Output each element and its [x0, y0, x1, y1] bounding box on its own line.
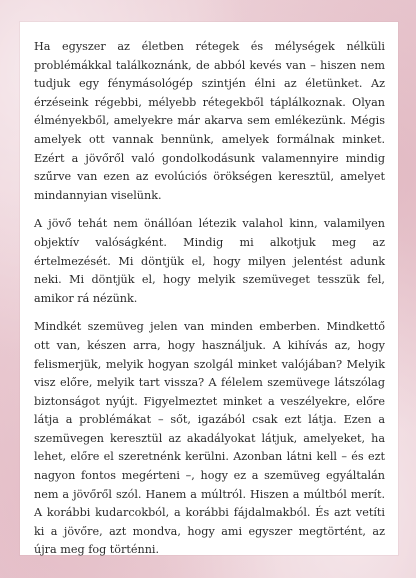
- paragraph-2: A jövő tehát nem önállóan létezik valahol kinn, valamilyen objektív valóságként. Mindig mi alkotjuk meg az értelmezését. Mi döntjük el, hogy milyen jelentést adunk neki. Mi döntjük el, hogy melyik szemüveget tesszük fel, amikor rá nézünk.: [34, 217, 385, 305]
- paragraph-3: Mindkét szemüveg jelen van minden emberben. Mindkettő ott van, készen arra, hogy használjuk. A kihívás az, hogy felismerjük, melyik hogyan szolgál minket valójában? Melyik visz előre, melyik tart vissza? A félelem szemüvege látszólag biztonságot nyújt. Figyelmeztet minket a veszélyekre, előre látja a problémákat – sőt, igazából csak ezt látja. Ezen a szemüvegen keresztül az akadályokat látjuk, amelyeket, ha lehet, előre el szeretnénk kerülni. Azonban látni kell – és ezt nagyon fontos megérteni –, hogy ez a szemüveg egyáltalán nem a jövőről szól. Hanem a múltról. Hiszen a múltból merít. A korábbi kudarcokból, a korábbi fájdalmakból. És azt vetíti ki a jövőre, azt mondva, hogy ami egyszer megtörtént, az újra meg fog történni.: [34, 320, 385, 557]
- page-card: [20, 22, 398, 555]
- paragraph-1: Ha egyszer az életben rétegek és mélységek nélküli problémákkal találkoznánk, de abból kevés van – hiszen nem tudjuk egy fénymásológép szintjén élni az életünket. Az érzéseink régebbi, mélyebb rétegekből táplálkoznak. Olyan élményekből, amelyekre már akarva sem emlékezünk. Mégis amelyek ott vannak bennünk, amelyek formálnak minket. Ezért a jövőről való gondolkodásunk valamennyire mindig szűrve van ezen az evolúciós örökségen keresztül, amelyet mindannyian viselünk.: [34, 40, 385, 202]
